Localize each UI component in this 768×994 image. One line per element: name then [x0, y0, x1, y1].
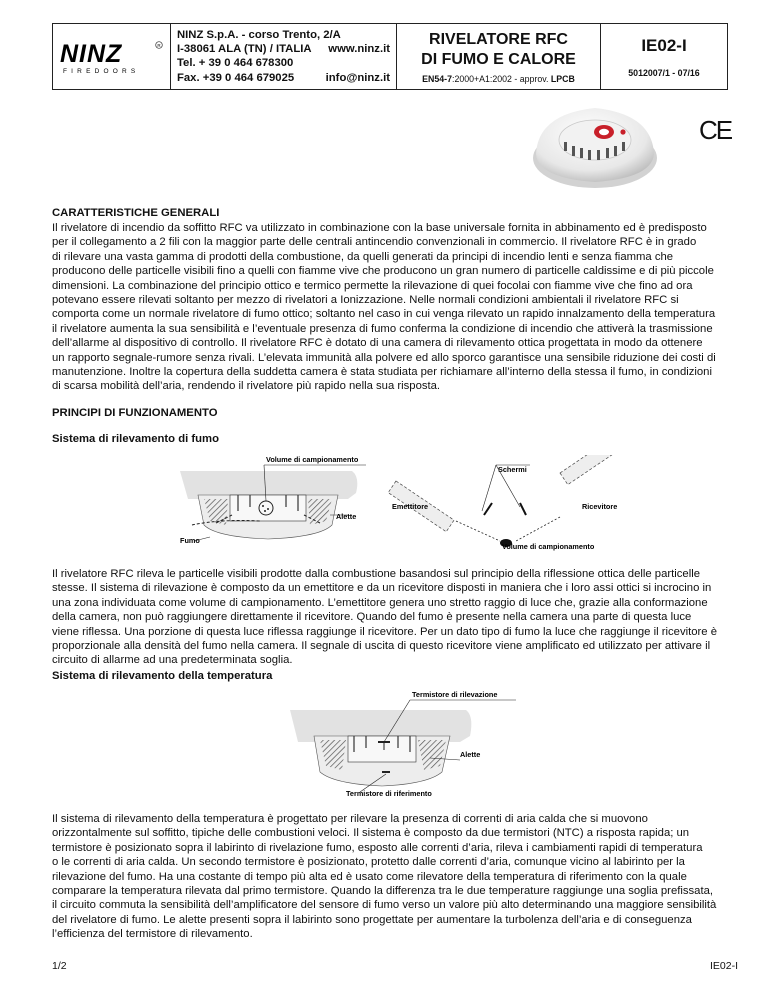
page-number: 1/2	[52, 960, 67, 972]
label-sampling-volume-top: Volume di campionamento	[266, 455, 359, 464]
product-title	[397, 24, 601, 89]
svg-text:FIREDOORS: FIREDOORS	[62, 67, 139, 75]
ce-mark: CE	[699, 115, 732, 145]
company-address-line1: NINZ S.p.A. - corso Trento, 2/A	[177, 29, 341, 41]
label-fins: Alette	[336, 512, 357, 521]
email-link[interactable]: info@ninz.it	[325, 71, 390, 84]
paragraph-line: dimensioni. La combinazione del principio ottico e termico permette la rilevazione di quei focolai con fiamme vive che fino ad ora	[52, 279, 693, 292]
paragraph-line: di scarsa mobilità dell’aria, rendendo il rivelatore più rapido nella sua risposta.	[52, 380, 441, 393]
paragraph-line: viene riflessa. Una porzione di questa luce riflessa raggiunge il ricevitore. Per un dato tipo di fumo la luce che raggiunge il ricevitore è	[52, 625, 717, 638]
document-code: IE02-I	[641, 36, 687, 55]
paragraph-line: Il rivelatore di incendio da soffitto RFC va utilizzato in combinazione con la base universale fornita in abbinamento ed è predisposto	[52, 222, 707, 234]
smoke-detection-diagram	[180, 455, 630, 555]
general-paragraph	[52, 221, 742, 394]
footer-document-code: IE02-I	[709, 960, 738, 972]
label-sampling-volume-bottom: Volume di campionamento	[502, 542, 595, 551]
website-link[interactable]: www.ninz.it	[328, 43, 390, 56]
temperature-paragraph	[52, 812, 742, 942]
paragraph-line: una zona individuata come volume di campionamento. L’emettitore genera uno stretto raggio di luce che, grazie alla conformazione	[52, 596, 708, 609]
paragraph-line: producono delle particelle visibili fino a quelli con fiamme vive che producono un gran numero di particelle caldissime e di più piccole	[52, 265, 714, 278]
fax-number: Fax. +39 0 464 679025	[177, 71, 295, 84]
paragraph-line: Il sistema di rilevamento della temperatura è progettato per rilevare la presenza di correnti di aria calda che si muovono	[52, 813, 648, 825]
paragraph-line: il rivelatore aumenta la sua sensibilità e l’eventuale presenza di fumo conferma la condizione di incendio che attiverà la trasmissione	[52, 322, 713, 335]
label-reference-thermistor: Termistore di riferimento	[346, 789, 432, 798]
product-title-line1: RIVELATORE RFC	[429, 31, 568, 48]
paragraph-line: o le correnti di aria calda. Un secondo termistore è posizionato, protetto dalle correnti d’aria, comunque vicino al labirinto per la	[52, 856, 685, 869]
paragraph-line: circuito di allarme ad una predeterminata soglia.	[52, 654, 293, 667]
paragraph-line: della camera, non può raggiungere direttamente il ricevitore. Quando del fumo è presente nella camera una parte di questa luce	[52, 611, 692, 624]
label-detection-thermistor: Termistore di rilevazione	[412, 690, 498, 699]
header-box	[52, 23, 728, 90]
paragraph-line: del rivelatore di fumo. Le alette presenti sopra il labirinto sono progettate per aumentare la turbolenza dell’aria e di conseguenza	[52, 913, 692, 926]
paragraph-line: termistore è posizionato sopra il labirinto di rivelazione fumo, esposto alle correnti d’aria, rileva i cambiamenti rapidi di temperatura	[52, 841, 703, 854]
paragraph-line: rilevazione del fumo. Ha una costante di tempo più alta ed è usato come rilevatore della temperatura di riferimento con la quale	[52, 870, 687, 883]
paragraph-line: dell’allarme al dispositivo di controllo. Il rivelatore RFC è dotato di una camera di rilevamento ottica progettata in modo da ottenere	[52, 337, 703, 350]
paragraph-line: orizzontalmente sul soffitto, tipiche delle combustioni veloci. Il sistema è composto da due termistori (NTC) a risposta rapida; un	[52, 827, 690, 840]
phone-number: Tel. + 39 0 464 678300	[177, 57, 294, 70]
detector-product-image	[528, 96, 662, 192]
company-logo	[53, 24, 171, 89]
label-emitter: Emettitore	[392, 502, 429, 511]
ninz-logo-icon	[60, 37, 164, 77]
label-receiver: Ricevitore	[582, 502, 618, 511]
paragraph-line: un rapporto segnale-rumore senza rivali. L’elevata immunità alla polvere ed allo sporco garantisce una sensibile riduzione dei costi di	[52, 351, 716, 364]
paragraph-line: di rilevare una vasta gamma di prodotti della combustione, da quelli generati da principi di incendio lenti e senza fiamma che	[52, 250, 674, 263]
temperature-detection-diagram	[290, 688, 530, 800]
paragraph-line: Il rivelatore RFC rileva le particelle visibili prodotte dalla combustione basandosi sul principio della riflessione ottica delle particelle	[52, 568, 701, 580]
smoke-paragraph	[52, 567, 742, 668]
paragraph-line: proporzionale alla densità del fumo nella camera. Il segnale di uscita di questo ricevitore viene amplificato ed utilizzato per attivare il	[52, 640, 711, 653]
document-reference: 5012007/1 - 07/16	[628, 68, 700, 78]
paragraph-line: comparare la temperatura rilevata dal primo termistore. Quando la differenza tra le due temperature raggiunge una soglia prefissata,	[52, 885, 714, 898]
standard-approval: EN54-7:2000+A1:2002 - approv. LPCB	[422, 74, 575, 84]
general-heading: CARATTERISTICHE GENERALI	[52, 207, 220, 219]
paragraph-line: il circuito commuta la sensibilità dell’amplificatore del sensore di fumo verso un valore più alto determinando una maggiore sensibilità	[52, 899, 717, 912]
svg-text:NINZ: NINZ	[59, 39, 122, 68]
label-temp-fins: Alette	[460, 750, 481, 759]
document-code-box	[601, 24, 727, 89]
smoke-system-heading: Sistema di rilevamento di fumo	[52, 433, 219, 445]
paragraph-line: stesse. Il sistema di rilevazione è composto da un emettitore e da un ricevitore disposti in maniera che i loro assi ottici si incrocino in	[52, 582, 712, 595]
paragraph-line: comporta come un normale rivelatore di fumo ottico; soltanto nel caso in cui venga rilevato un rapido innalzamento della temperatura	[52, 308, 716, 321]
paragraph-line: per il collegamento a 2 fili con la maggior parte delle centrali antincendio convenzionali in commercio. Il rivelatore RFC è in grado	[52, 236, 697, 249]
product-title-line2: DI FUMO E CALORE	[421, 51, 576, 68]
svg-text:R: R	[156, 42, 161, 48]
company-address-line2: I-38061 ALA (TN) / ITALIA	[177, 43, 312, 56]
label-smoke: Fumo	[180, 536, 200, 545]
paragraph-line: manutenzione. Inoltre la copertura della suddetta camera è stata studiata per richiamare all’interno della stessa il fumo, in condizioni	[52, 366, 712, 379]
label-screens: Schermi	[498, 465, 527, 474]
principles-heading: PRINCIPI DI FUNZIONAMENTO	[52, 407, 218, 419]
company-info	[171, 24, 397, 89]
paragraph-line: l’efficienza del termistore di rilevamento.	[52, 928, 253, 941]
paragraph-line: potevano essere rilevati soltanto per mezzo di rivelatori a Ionizzazione. Nelle normali condizioni ambientali il rivelatore RFC si	[52, 294, 679, 307]
temperature-system-heading: Sistema di rilevamento della temperatura	[52, 670, 273, 682]
